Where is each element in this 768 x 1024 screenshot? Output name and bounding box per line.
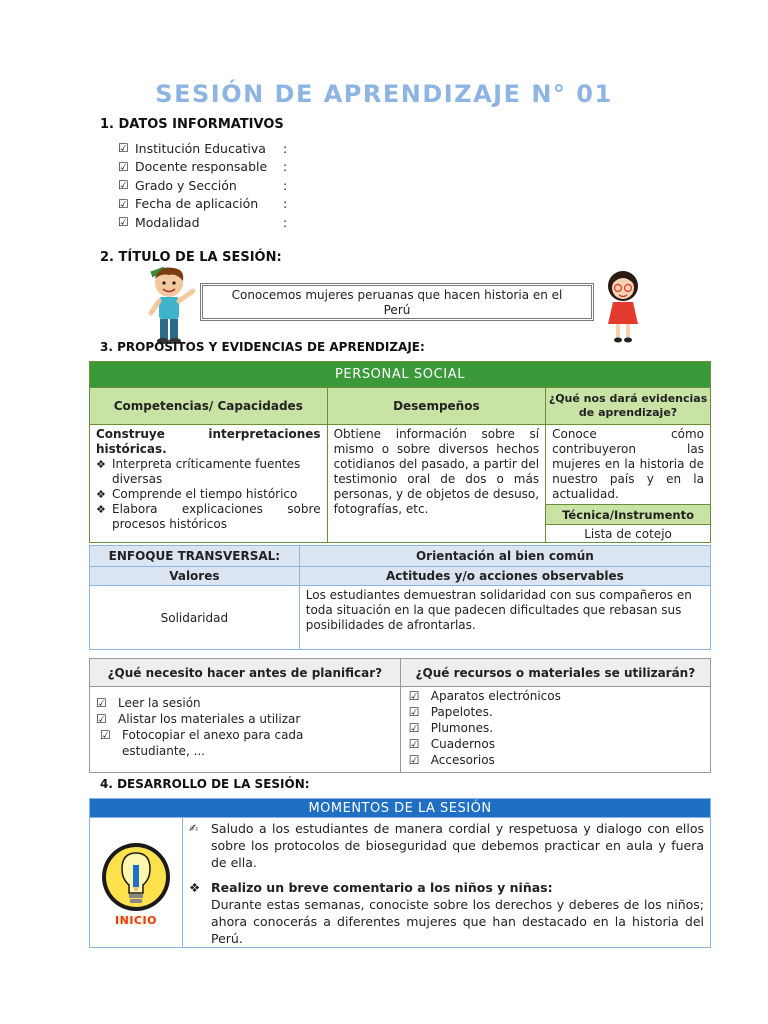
checkbox-icon: ☑ [118, 215, 129, 230]
datos-colon: : [283, 196, 288, 212]
list-item [409, 752, 704, 768]
datos-list [118, 139, 287, 232]
datos-colon: : [283, 177, 288, 193]
inicio-text-cell [182, 818, 710, 948]
checkbox-icon: ☑ [408, 737, 420, 751]
girl-illustration [598, 266, 648, 346]
area-header: PERSONAL SOCIAL [90, 362, 711, 388]
datos-label: Fecha de aplicación [135, 196, 259, 212]
diamond-bullet-icon: ❖ [188, 880, 201, 895]
datos-row [118, 139, 287, 158]
list-item [409, 736, 704, 752]
enfoque-transversal-table [89, 545, 711, 650]
diamond-bullet-icon: ❖ [96, 458, 106, 471]
section-titulo-heading: 2. TÍTULO DE LA SESIÓN: [100, 250, 282, 265]
list-item [96, 502, 321, 532]
inicio-label: INICIO [115, 913, 157, 927]
datos-colon: : [283, 159, 288, 175]
antes-text: Leer la sesión [118, 696, 201, 710]
checkbox-icon: ☑ [96, 712, 107, 726]
datos-colon: : [283, 214, 288, 230]
list-item [96, 727, 394, 759]
momentos-table [89, 798, 711, 948]
checkbox-icon: ☑ [408, 689, 420, 703]
header-recursos: ¿Qué recursos o materiales se utilizarán? [400, 659, 710, 687]
recurso-text: Plumones. [430, 721, 494, 735]
capacidad-text: Elabora explicaciones sobre procesos históricos [112, 502, 321, 531]
desempeno-cell: Obtiene información sobre sí mismo o sobre diversos hechos cotidianos del pasado, a partir del testimonio oral de dos o más personas, y de objetos de desuso, fotografías, etc. [327, 425, 546, 543]
recursos-cell [400, 687, 710, 773]
checkbox-icon: ☑ [118, 178, 129, 193]
datos-row [118, 176, 287, 195]
checkbox-icon: ☑ [118, 196, 129, 211]
header-valores: Valores [90, 567, 300, 586]
momentos-header: MOMENTOS DE LA SESIÓN [90, 799, 711, 818]
section-propositos-heading: 3. PROPÓSITOS Y EVIDENCIAS DE APRENDIZAJE: [100, 340, 425, 354]
checkbox-icon: ☑ [408, 753, 420, 767]
comentario-heading: Realizo un breve comentario a los niños y niñas: [210, 880, 553, 895]
checkbox-icon: ☑ [408, 721, 420, 735]
antes-text: Fotocopiar el anexo para cada estudiante, ... [122, 728, 304, 758]
datos-label: Grado y Sección [135, 177, 237, 193]
tecnica-value: Lista de cotejo [546, 525, 711, 543]
header-desempenos: Desempeños [327, 388, 546, 425]
list-item [96, 487, 321, 502]
header-evidencias: ¿Qué nos dará evidencias de aprendizaje? [546, 388, 711, 425]
datos-label: Modalidad [135, 214, 200, 230]
recurso-text: Aparatos electrónicos [430, 689, 561, 703]
list-item [409, 720, 704, 736]
paragraph [189, 879, 704, 896]
comentario-text: Durante estas semanas, conociste sobre los derechos y deberes de los niños; ahora conocerás a diferentes mujeres que han destacado en la historia del Perú. [210, 897, 704, 946]
recurso-text: Papelotes. [430, 705, 493, 719]
enfoque-label: ENFOQUE TRANSVERSAL: [90, 546, 300, 567]
header-actitudes: Actitudes y/o acciones observables [299, 567, 710, 586]
datos-colon: : [283, 140, 288, 156]
section-desarrollo-heading: 4. DESARROLLO DE LA SESIÓN: [100, 777, 310, 791]
datos-row [118, 195, 287, 214]
session-title-box: Conocemos mujeres peruanas que hacen historia en el Perú [200, 283, 594, 321]
capacidades-list [96, 457, 321, 532]
diamond-bullet-icon: ❖ [96, 488, 106, 501]
checkbox-icon: ☑ [118, 141, 129, 156]
header-antes: ¿Qué necesito hacer antes de planificar? [90, 659, 401, 687]
inicio-cell [90, 818, 183, 948]
checkbox-icon: ☑ [408, 705, 420, 719]
pencil-icon: ✍ [188, 822, 199, 835]
competencia-text: Construye interpretaciones históricas. [96, 427, 321, 456]
recurso-text: Accesorios [430, 753, 495, 767]
list-item [96, 457, 321, 487]
boy-illustration [143, 263, 199, 345]
recurso-text: Cuadernos [430, 737, 496, 751]
section-datos-heading: 1. DATOS INFORMATIVOS [100, 117, 284, 132]
datos-label: Docente responsable [135, 159, 268, 175]
enfoque-orientacion: Orientación al bien común [299, 546, 710, 567]
datos-row [118, 158, 287, 177]
checkbox-icon: ☑ [118, 159, 129, 174]
datos-label: Institución Educativa [135, 140, 266, 156]
checkbox-icon: ☑ [96, 696, 107, 710]
list-item [96, 695, 394, 711]
checkbox-icon: ☑ [100, 728, 111, 742]
personal-social-table [89, 361, 711, 543]
datos-row [118, 213, 287, 232]
capacidad-text: Interpreta críticamente fuentes diversas [112, 457, 301, 486]
paragraph [189, 820, 704, 871]
actitud-cell: Los estudiantes demuestran solidaridad con sus compañeros en toda situación en la que padecen dificultades que rebasan sus posibilidades de afrontarlas. [299, 586, 710, 650]
page-title: SESIÓN DE APRENDIZAJE N° 01 [155, 80, 613, 108]
diamond-bullet-icon: ❖ [96, 503, 106, 516]
list-item [96, 711, 394, 727]
evidencia-cell: Conoce cómo contribuyeron las mujeres en la historia de nuestro país y en la actualidad. [546, 425, 711, 505]
saludo-text: Saludo a los estudiantes de manera cordial y respetuosa y dialogo con ellos sobre los protocolos de bioseguridad que debemos practicar en aula y fuera de ella. [210, 821, 704, 870]
valor-cell: Solidaridad [90, 586, 300, 650]
capacidad-text: Comprende el tiempo histórico [112, 487, 298, 501]
competencias-cell [90, 425, 328, 543]
list-item [409, 688, 704, 704]
list-item [409, 704, 704, 720]
planificar-table [89, 658, 711, 773]
header-tecnica: Técnica/Instrumento [546, 505, 711, 525]
antes-cell [90, 687, 401, 773]
antes-text: Alistar los materiales a utilizar [118, 712, 301, 726]
header-competencias: Competencias/ Capacidades [90, 388, 328, 425]
